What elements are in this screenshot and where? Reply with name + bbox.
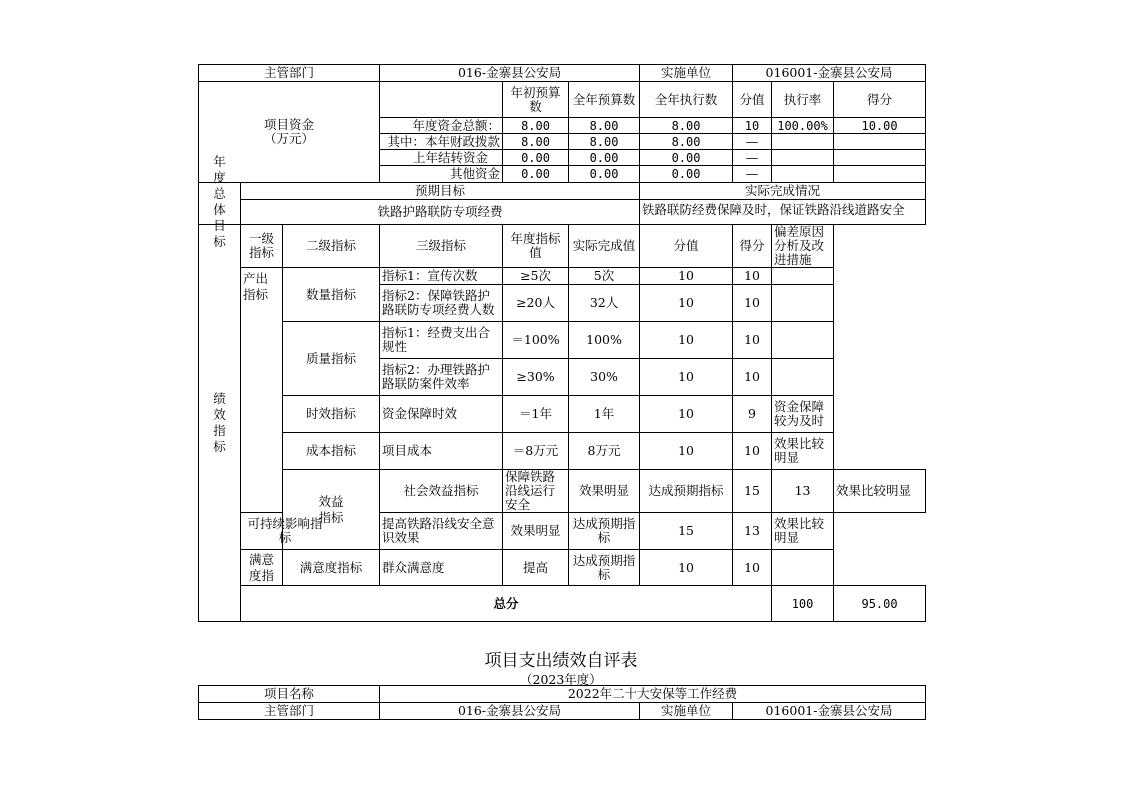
indicator-actual: 达成预期指标 [569, 513, 640, 550]
funds-exec-rate [772, 150, 834, 166]
indicator-level3: 指标2：办理铁路护路联防案件效率 [380, 359, 503, 396]
unit-label: 实施单位 [640, 703, 733, 720]
indicator-score: 10 [733, 268, 772, 285]
total-row [199, 586, 926, 622]
funds-score [834, 150, 926, 166]
indicator-row [199, 470, 926, 513]
funds-exec-rate: 100.00% [772, 118, 834, 134]
indicator-row [199, 550, 926, 586]
col-score: 得分 [834, 82, 926, 118]
level2-social: 社会效益指标 [380, 470, 503, 513]
funds-score-value: 10 [733, 118, 772, 134]
indicator-row [199, 513, 926, 550]
indicator-score-value: 15 [733, 470, 772, 513]
funds-blank-header [380, 82, 503, 118]
indicator-score: 10 [733, 433, 772, 470]
indicator-level3: 项目成本 [380, 433, 503, 470]
indicator-score-value: 10 [640, 433, 733, 470]
indicator-deviation: 效果比较明显 [772, 433, 834, 470]
indicator-level3: 资金保障时效 [380, 396, 503, 433]
goal-expected-label: 预期目标 [241, 183, 640, 200]
unit-value: 016001-金寨县公安局 [733, 65, 926, 82]
funds-score [834, 166, 926, 183]
header-score-value: 分值 [640, 225, 733, 268]
indicators-side-label-cell [199, 225, 241, 622]
funds-budget-start: 8.00 [503, 134, 569, 150]
indicator-deviation [772, 268, 834, 285]
indicator-actual: 1年 [569, 396, 640, 433]
level1-output-cell [241, 268, 283, 513]
funds-row-label: 上年结转资金 [380, 150, 503, 166]
dept-label: 主管部门 [199, 65, 380, 82]
indicator-score-value: 10 [640, 322, 733, 359]
header-level3: 三级指标 [380, 225, 503, 268]
indicator-annual: 效果明显 [569, 470, 640, 513]
dept-label: 主管部门 [199, 703, 380, 720]
dept-value: 016-金寨县公安局 [380, 65, 640, 82]
total-score: 95.00 [834, 586, 926, 622]
indicator-actual: 达成预期指标 [640, 470, 733, 513]
level1-satisfaction: 满意度指 [248, 551, 274, 583]
header-score: 得分 [733, 225, 772, 268]
indicator-actual: 100% [569, 322, 640, 359]
indicator-level3: 保障铁路沿线运行安全 [503, 470, 569, 513]
header-level1: 一级指标 [241, 225, 283, 268]
total-score-value: 100 [772, 586, 834, 622]
total-label: 总分 [241, 586, 772, 622]
header-deviation: 偏差原因分析及改进措施 [772, 225, 834, 268]
indicator-annual: ≥5次 [503, 268, 569, 285]
indicator-actual: 5次 [569, 268, 640, 285]
indicator-actual: 32人 [569, 285, 640, 322]
report-title: 项目支出绩效自评表 [484, 651, 638, 671]
unit-value: 016001-金寨县公安局 [733, 703, 926, 720]
funds-row-label: 其中：本年财政拨款 [380, 134, 503, 150]
funds-exec-rate [772, 166, 834, 183]
goal-expected-value: 铁路护路联防专项经费 [241, 200, 640, 225]
funds-exec-rate [772, 134, 834, 150]
indicator-level3: 提高铁路沿线安全意识效果 [380, 513, 503, 550]
indicator-level3: 指标1：经费支出合规性 [380, 322, 503, 359]
goal-side-label: 年度总体目标 [213, 153, 226, 249]
indicator-deviation [772, 359, 834, 396]
indicator-deviation [772, 550, 834, 586]
goal-actual-label: 实际完成情况 [640, 183, 926, 200]
funds-budget-start: 0.00 [503, 166, 569, 183]
indicator-annual: 提高 [503, 550, 569, 586]
header-actual-value: 实际完成值 [569, 225, 640, 268]
goal-actual-value: 铁路联防经费保障及时，保证铁路沿线道路安全 [642, 202, 905, 217]
level2-quality: 质量指标 [283, 322, 380, 396]
indicator-annual: ≥30% [503, 359, 569, 396]
indicator-score-value: 10 [640, 268, 733, 285]
indicator-actual: 8万元 [569, 433, 640, 470]
indicator-row [199, 268, 926, 285]
level2-satisfaction: 满意度指标 [283, 550, 380, 586]
level2-sustain-cell [241, 513, 323, 550]
project-name-value: 2022年二十大安保等工作经费 [380, 686, 926, 703]
unit-label: 实施单位 [640, 65, 733, 82]
indicator-score: 9 [733, 396, 772, 433]
col-score-value: 分值 [733, 82, 772, 118]
indicator-deviation [772, 322, 834, 359]
indicator-deviation: 资金保障较为及时 [772, 396, 834, 433]
indicators-side-label: 绩效指标 [213, 391, 226, 454]
project-name-label: 项目名称 [199, 686, 380, 703]
indicator-score-value: 15 [640, 513, 733, 550]
report-year: （2023年度） [520, 672, 602, 687]
level2-cost: 成本指标 [283, 433, 380, 470]
level2-quantity: 数量指标 [283, 268, 380, 322]
goal-side-label-cell [199, 153, 241, 249]
funds-score-value: — [733, 134, 772, 150]
funds-label: 项目资金 [264, 117, 315, 132]
header-level2: 二级指标 [283, 225, 380, 268]
indicator-level3: 指标1：宣传次数 [380, 268, 503, 285]
col-exec-rate: 执行率 [772, 82, 834, 118]
indicator-annual: ＝1年 [503, 396, 569, 433]
level2-sustain: 可持续影响指标 [247, 516, 323, 545]
funds-budget-full: 8.00 [569, 134, 640, 150]
indicator-annual: ＝100% [503, 322, 569, 359]
indicator-score: 13 [772, 470, 834, 513]
indicator-score: 13 [733, 513, 772, 550]
funds-budget-full: 0.00 [569, 166, 640, 183]
indicator-actual: 达成预期指标 [569, 550, 640, 586]
funds-budget-start: 0.00 [503, 150, 569, 166]
indicator-score: 10 [733, 285, 772, 322]
indicator-row [199, 396, 926, 433]
level1-satisfaction-cell [241, 550, 283, 586]
indicator-row [199, 433, 926, 470]
funds-score: 10.00 [834, 118, 926, 134]
funds-budget-full: 0.00 [569, 150, 640, 166]
indicator-score: 10 [733, 550, 772, 586]
indicator-score-value: 10 [640, 396, 733, 433]
funds-score-value: — [733, 166, 772, 183]
indicator-score-value: 10 [640, 359, 733, 396]
funds-exec: 0.00 [640, 150, 733, 166]
indicator-row [199, 322, 926, 359]
funds-budget-full: 8.00 [569, 118, 640, 134]
indicator-score: 10 [733, 359, 772, 396]
funds-score-value: — [733, 150, 772, 166]
col-exec: 全年执行数 [640, 82, 733, 118]
indicator-score: 10 [733, 322, 772, 359]
col-budget-full: 全年预算数 [569, 82, 640, 118]
level1-output: 产出指标 [243, 271, 269, 302]
indicator-deviation [772, 285, 834, 322]
indicator-annual: 效果明显 [503, 513, 569, 550]
indicator-deviation: 效果比较明显 [772, 513, 834, 550]
performance-table [198, 64, 926, 622]
indicator-actual: 30% [569, 359, 640, 396]
header-annual-value: 年度指标值 [503, 225, 569, 268]
indicator-deviation: 效果比较明显 [834, 470, 926, 513]
indicator-annual: ＝8万元 [503, 433, 569, 470]
project-info-table [198, 685, 926, 720]
indicator-score-value: 10 [640, 550, 733, 586]
funds-score [834, 134, 926, 150]
funds-row-label: 其他资金 [380, 166, 503, 183]
funds-unit: （万元） [264, 131, 315, 146]
col-budget-start: 年初预算数 [503, 82, 569, 118]
funds-budget-start: 8.00 [503, 118, 569, 134]
level2-timeliness: 时效指标 [283, 396, 380, 433]
funds-exec: 8.00 [640, 134, 733, 150]
level1-benefit: 效益指标 [318, 493, 344, 525]
indicator-level3: 指标2：保障铁路护路联防专项经费人数 [380, 285, 503, 322]
dept-value: 016-金寨县公安局 [380, 703, 640, 720]
funds-exec: 8.00 [640, 118, 733, 134]
funds-row-label: 年度资金总额： [380, 118, 503, 134]
goal-actual-value-cell [640, 200, 926, 225]
indicator-level3: 群众满意度 [380, 550, 503, 586]
indicator-score-value: 10 [640, 285, 733, 322]
funds-exec: 0.00 [640, 166, 733, 183]
indicator-annual: ≥20人 [503, 285, 569, 322]
